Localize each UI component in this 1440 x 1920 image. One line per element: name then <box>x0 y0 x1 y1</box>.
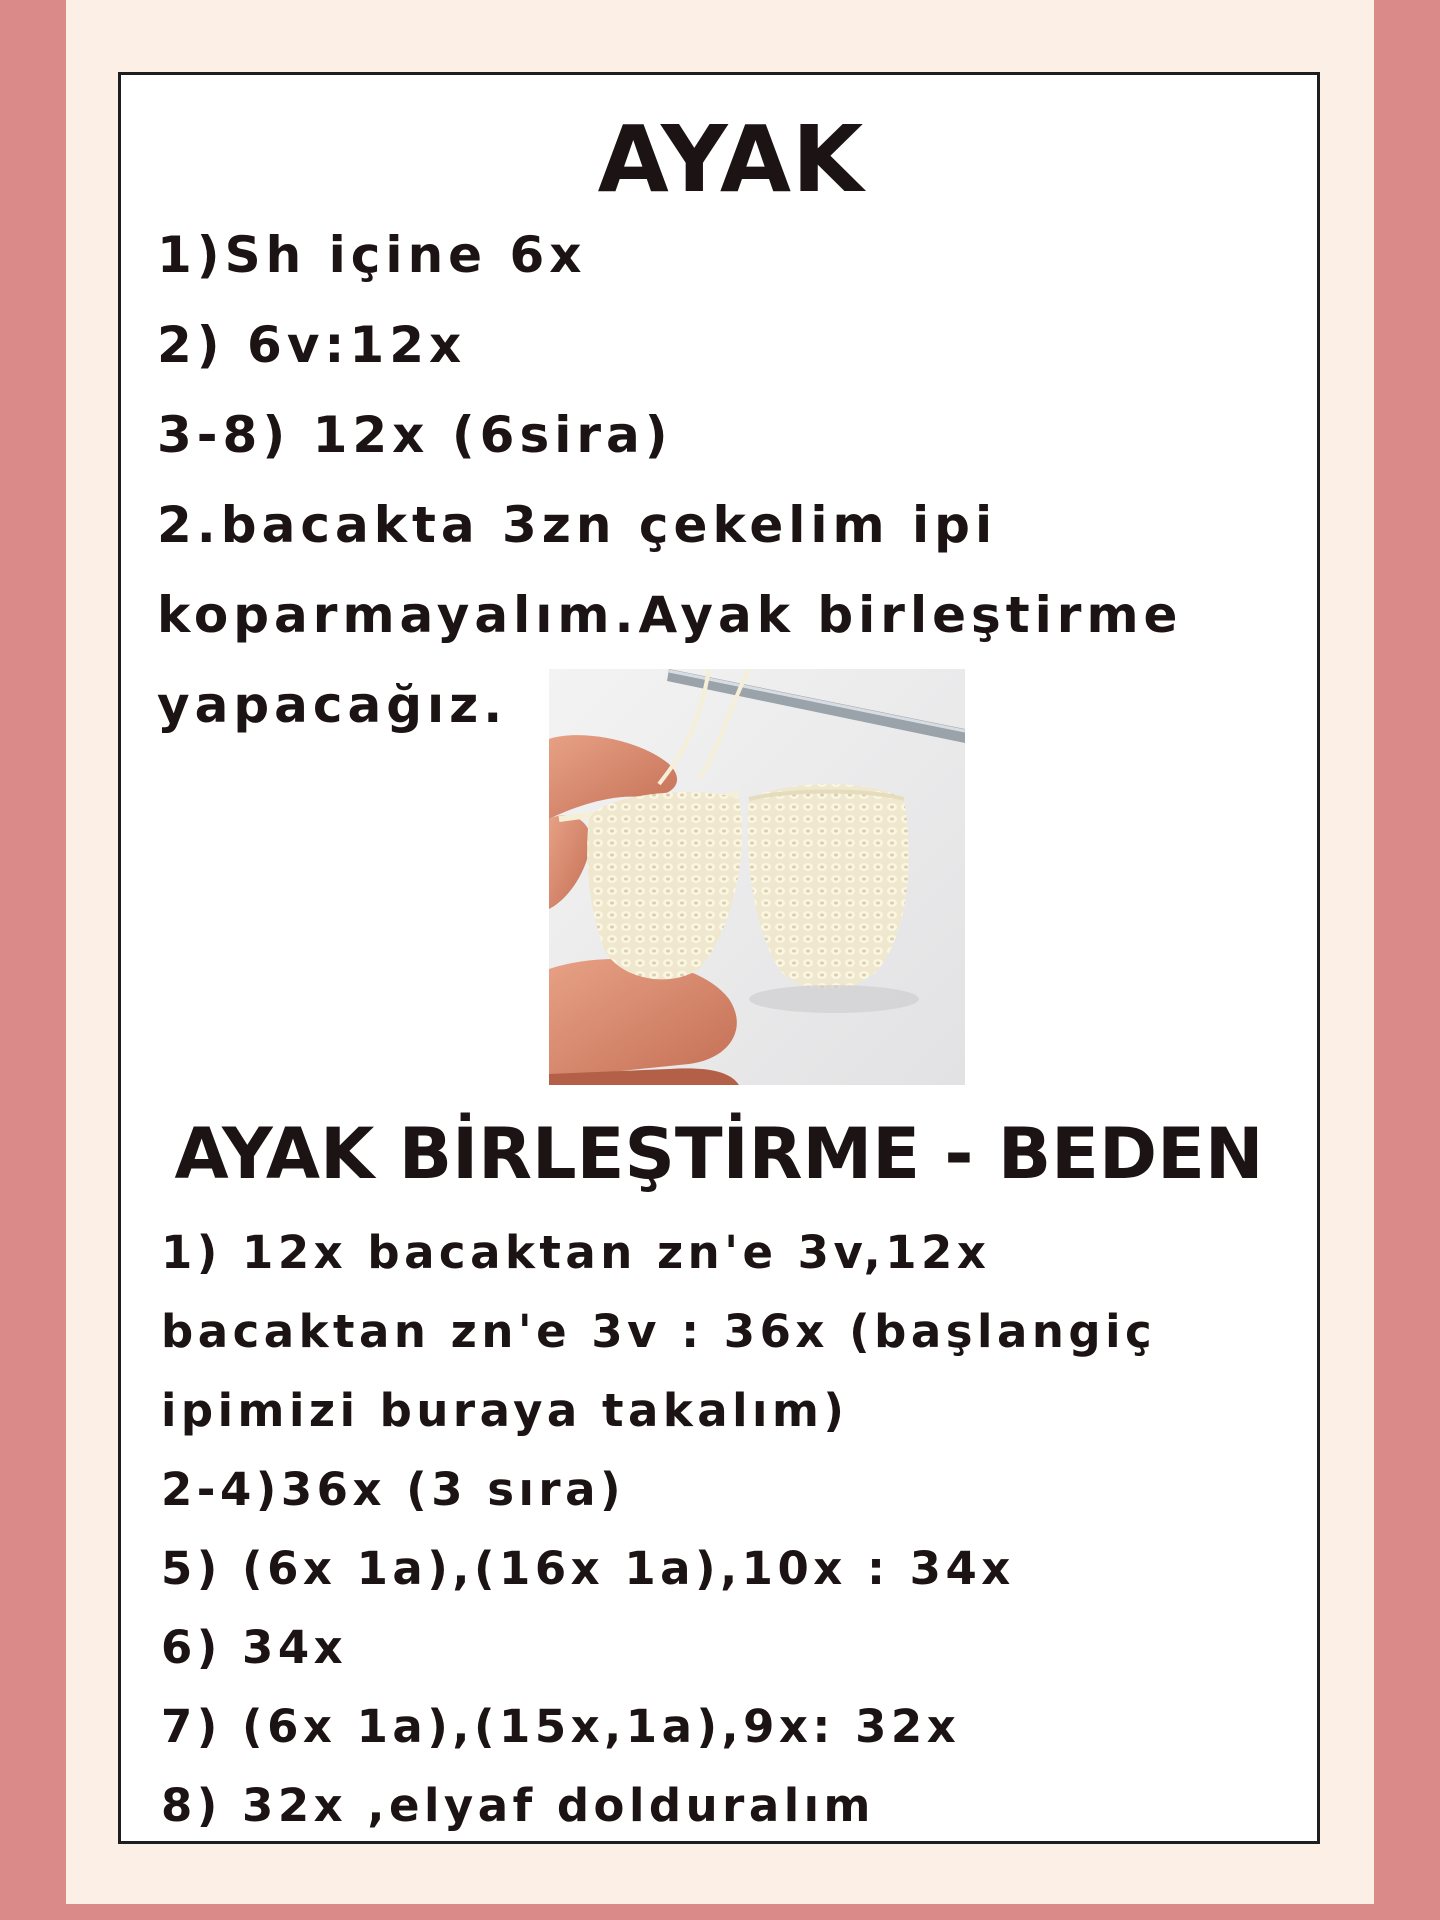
instruction-line: koparmayalım.Ayak birleştirme <box>157 586 1183 644</box>
section-title-ayak: AYAK <box>597 106 865 213</box>
instruction-line: 3-8) 12x (6sira) <box>157 406 673 464</box>
instruction-line: 2.bacakta 3zn çekelim ipi <box>157 496 998 554</box>
pattern-card <box>118 72 1320 1844</box>
instruction-line: 8) 32x ,elyaf dolduralım <box>161 1779 875 1832</box>
instruction-line: bacaktan zn'e 3v : 36x (başlangiç <box>161 1305 1157 1358</box>
instruction-line: ipimizi buraya takalım) <box>161 1384 849 1437</box>
instruction-line: 2) 6v:12x <box>157 316 467 374</box>
instruction-line: 6) 34x <box>161 1621 348 1674</box>
instruction-line: 7) (6x 1a),(15x,1a),9x: 32x <box>161 1700 961 1753</box>
instruction-line: 2-4)36x (3 sıra) <box>161 1463 626 1516</box>
section-title-ayak-birlestirme-beden: AYAK BİRLEŞTİRME - BEDEN <box>174 1113 1264 1195</box>
instruction-line: 1)Sh içine 6x <box>157 226 587 284</box>
crochet-legs-photo <box>549 669 965 1085</box>
instruction-line: yapacağız. <box>157 676 508 734</box>
instruction-line: 1) 12x bacaktan zn'e 3v,12x <box>161 1226 991 1279</box>
instruction-line: 5) (6x 1a),(16x 1a),10x : 34x <box>161 1542 1015 1595</box>
